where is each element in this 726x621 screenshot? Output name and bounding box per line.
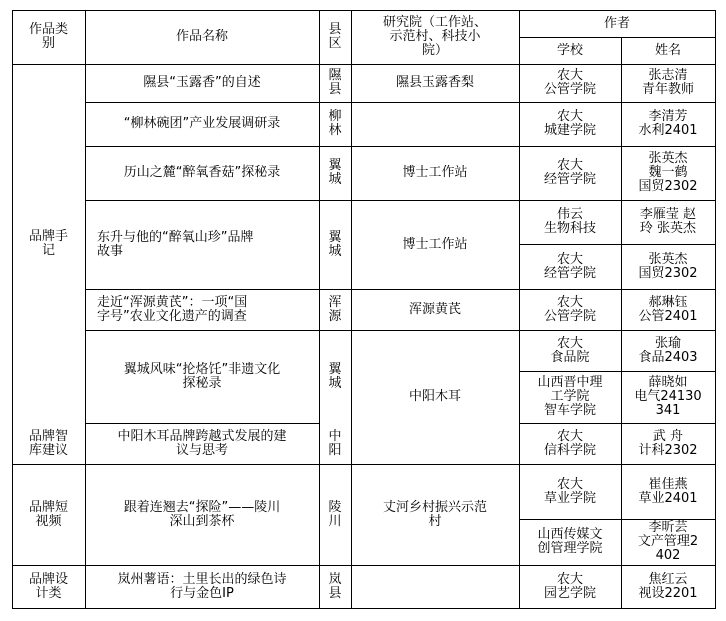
institute [351,102,519,146]
author-name: 郝琳钰 公管2401 [638,294,698,324]
institute: 中阳木耳 [408,389,461,404]
institute [351,565,519,608]
county: 翼 城 [328,361,342,391]
category-brand-notes: 品牌手 记 [28,228,68,258]
work-title: 跟着连翘去“探险”——陵川 深山到茶杯 [123,499,281,529]
author-school: 农大 草业学院 [543,476,596,506]
author-school: 农大 公管学院 [543,294,596,324]
author-name: 薛晓如 电气24130 341 [634,375,702,418]
header-county: 县 区 [328,22,342,51]
header-author: 作者 [603,15,630,31]
county: 中 阳 [328,428,342,458]
work-title: 走近“浑源黄芪”：一项“国 字号”农业文化遗产的调查 [97,294,248,324]
author-name: 李清芳 水利2401 [638,109,698,138]
work-title: “柳林碗团”产业发展调研录 [123,116,281,131]
header-school: 学校 [556,42,583,58]
county: 陵 川 [328,499,342,529]
category-brand-design: 品牌设 计类 [28,571,68,601]
author-name: 张瑜 食品2403 [638,335,698,365]
author-name: 焦红云 视设2201 [638,571,698,601]
author-school: 伟云 生物科技 [543,207,596,236]
county: 柳 林 [328,109,342,138]
author-school: 农大 信科学院 [543,428,596,458]
institute: 浑源黄芪 [408,301,461,317]
work-title: 岚州薯语：土里长出的绿色诗 行与金色IP [117,571,287,601]
work-title: 东升与他的“醉氧山珍”品牌 故事 [97,229,254,259]
institute: 博士工作站 [402,165,468,180]
author-school: 山西传媒文 创管理学院 [537,527,603,556]
header-category: 作品类 别 [28,22,68,51]
header-title: 作品名称 [175,29,228,44]
author-school: 农大 经管学院 [543,251,596,281]
work-title: 隰县“玉露香”的自述 [143,75,261,90]
author-name: 武 舟 计科2302 [638,428,698,458]
header-name: 姓名 [654,42,681,58]
author-school: 农大 食品院 [550,335,590,365]
author-name: 张英杰 魏一鹤 国贸2302 [638,151,698,194]
institute: 博士工作站 [402,236,468,252]
author-school: 农大 园艺学院 [543,571,596,601]
author-name: 张英杰 国贸2302 [638,251,698,281]
county: 翼 城 [328,229,342,259]
author-school: 农大 公管学院 [543,68,596,97]
county: 翼 城 [328,158,342,187]
author-name: 崔佳燕 草业2401 [638,476,698,506]
county: 隰 县 [328,68,342,97]
author-name: 张志清 青年教师 [641,68,694,97]
header-institute: 研究院（工作站、 示范村、科技小 院） [382,15,487,58]
author-school: 农大 经管学院 [543,158,596,187]
county: 浑 源 [328,294,342,324]
category-brand-think-tank: 品牌智 库建议 [28,428,68,458]
county: 岚 县 [328,571,342,601]
author-name: 李昕芸 文产管理2 402 [637,520,699,563]
work-title: 翼城风味“抡烙饦”非遗文化 探秘录 [123,361,281,391]
institute: 隰县玉露香梨 [395,75,474,90]
author-school: 农大 城建学院 [543,109,596,138]
category-brand-short-video: 品牌短 视频 [28,499,68,529]
work-title: 历山之麓“醉氧香菇”探秘录 [123,165,281,180]
author-name: 李雁莹 赵 玲 张英杰 [639,207,697,236]
work-title: 中阳木耳品牌跨越式发展的建 议与思考 [117,428,287,458]
institute: 丈河乡村振兴示范 村 [382,499,487,529]
author-school: 山西晋中理 工学院 智车学院 [537,375,603,418]
